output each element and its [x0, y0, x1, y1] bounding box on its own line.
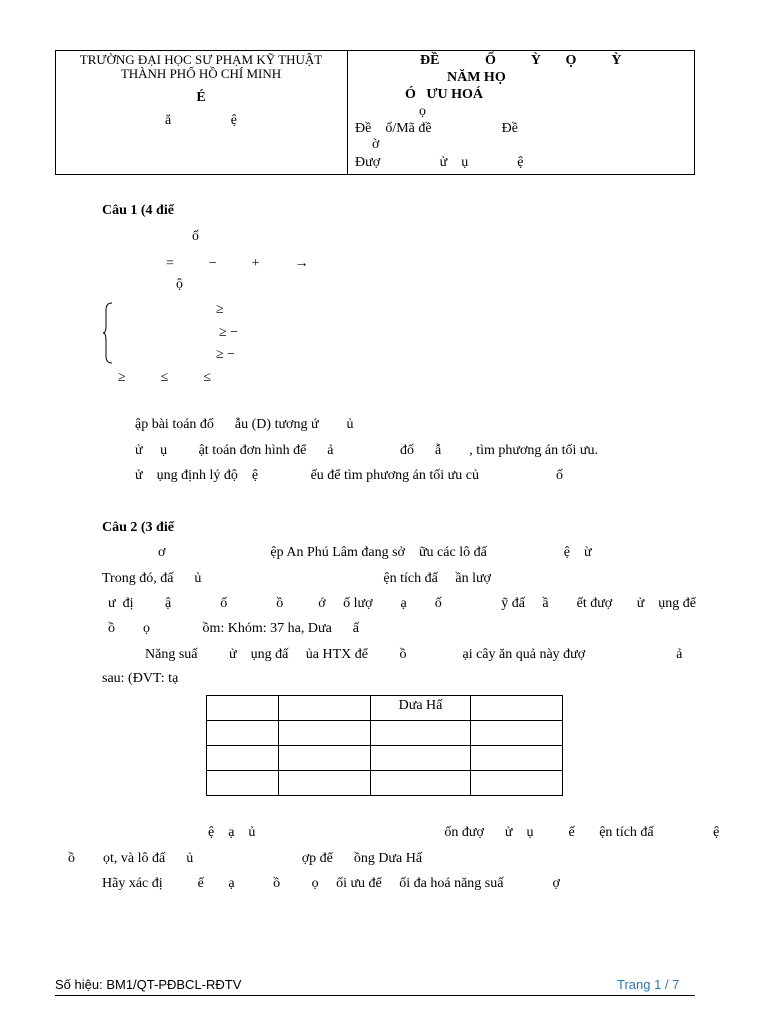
q2-line: ồ ọ ồm: Khóm: 37 ha, Dưa ấ: [108, 621, 360, 636]
school-year: NĂM HỌ: [447, 70, 506, 85]
table-cell: [279, 746, 371, 771]
exam-header-divider: [347, 50, 348, 175]
page-number: Trang 1 / 7: [617, 977, 680, 992]
table-cell: [371, 721, 471, 746]
q1-constraint-3: ≥ −: [216, 347, 236, 362]
table-cell: [371, 771, 471, 796]
q2-line: ơ ệp An Phú Lâm đang sở ữu các lô đấ ệ ừ: [158, 545, 592, 560]
table-cell: [207, 746, 279, 771]
university-name: TRƯỜNG ĐẠI HỌC SƯ PHẠM KỸ THUẬT: [79, 52, 323, 67]
course-code: ọ: [419, 104, 426, 119]
exam-code: Đề ố/Mã đề Đề: [355, 121, 518, 136]
q2-after-line: ồ ọt, và lô đấ ủ ợp để ồng Dưa Hấ: [68, 851, 423, 866]
q1-bounds: ≥ ≤ ≤: [118, 370, 212, 385]
table-row: [207, 746, 563, 771]
footer-divider: [55, 995, 695, 996]
materials-note: Đượ ử ụ ệ: [355, 155, 524, 170]
table-cell: [471, 746, 563, 771]
q1-line: ố: [192, 229, 199, 244]
table-row: [207, 721, 563, 746]
table-cell: [207, 721, 279, 746]
course-name: Ó ƯU HOÁ: [405, 87, 484, 102]
table-cell: [471, 771, 563, 796]
table-row: [207, 771, 563, 796]
q2-line: ư đị ậ ố ồ ớ ố lượ ạ ố ỹ đấ ầ ết đượ ử ụng để: [108, 596, 697, 611]
exam-duration: ờ: [372, 137, 380, 152]
department-label: ă ệ: [165, 113, 237, 128]
table-cell: [279, 771, 371, 796]
q1-objective: = − + →: [166, 256, 309, 271]
table-row: [207, 696, 563, 721]
question-2-title: Câu 2 (3 điể: [102, 520, 174, 535]
q2-after-line: ệ ạ ủ ốn đượ ử ụ ế ện tích đấ ệ: [208, 825, 720, 840]
q1-task-a: ập bài toán đố ẫu (D) tương ứ ủ: [135, 417, 354, 432]
q1-task-b: ử ụ ật toán đơn hình để ả đố ẫ , tìm phương án tối ưu.: [135, 443, 598, 458]
yield-table: [206, 695, 563, 796]
table-cell: [207, 771, 279, 796]
question-1-title: Câu 1 (4 điể: [102, 203, 174, 218]
q2-line: Trong đó, đấ ủ ện tích đấ ần lượ: [102, 571, 491, 586]
table-cell: Dưa Hấ: [371, 696, 471, 721]
table-cell: [207, 696, 279, 721]
q1-constraint-1: ≥: [216, 302, 224, 317]
q1-constraint-2: ≥ −: [219, 325, 239, 340]
table-cell: [279, 721, 371, 746]
q2-after-line: Hãy xác đị ế ạ ồ ọ ối ưu để ối đa hoá năng suấ ợ: [102, 876, 560, 891]
document-code: Số hiệu: BM1/QT-PĐBCL-RĐTV: [55, 977, 242, 992]
table-cell: [471, 696, 563, 721]
city-name: THÀNH PHỐ HỒ CHÍ MINH: [120, 66, 282, 81]
q2-line: sau: (ĐVT: tạ: [102, 671, 179, 686]
table-cell: [371, 746, 471, 771]
table-cell: [279, 696, 371, 721]
table-cell: [471, 721, 563, 746]
q1-line: ộ: [176, 277, 183, 292]
q1-task-c: ử ụng định lý độ ệ ếu để tìm phương án tối ưu củ ố: [135, 468, 563, 483]
exam-title: ĐỀ Ố Ỳ Ọ Ỳ: [420, 53, 622, 68]
q2-line: Năng suấ ử ụng đấ ủa HTX để ồ ại cây ăn quả này đượ ả: [145, 647, 683, 662]
constraint-brace-icon: [102, 302, 114, 364]
faculty-label: É: [196, 90, 206, 105]
